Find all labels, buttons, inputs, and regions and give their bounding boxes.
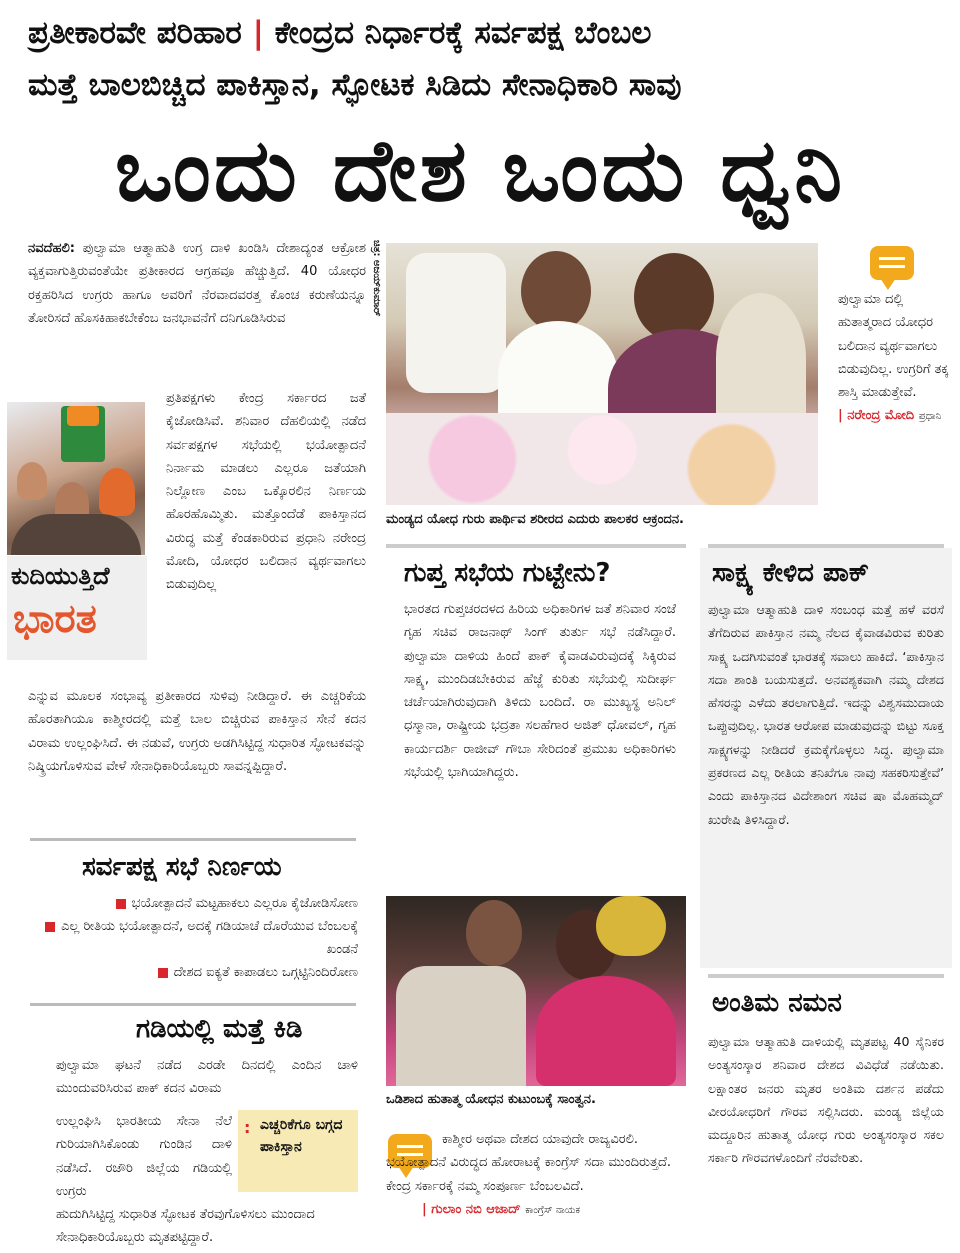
all-party-title: ಸರ್ವಪಕ್ಷ ಸಭೆ ನಿರ್ಣಯ bbox=[82, 852, 282, 882]
tribute-body-wrap bbox=[708, 1030, 944, 1170]
all-party-list bbox=[30, 892, 358, 984]
warning-text: ಎಚ್ಚರಿಕೆಗೂ ಬಗ್ಗದ ಪಾಕಿಸ್ತಾನ bbox=[260, 1117, 343, 1155]
kudiyuttide-badge bbox=[7, 556, 147, 660]
flag-saffron bbox=[67, 406, 99, 426]
badge-line-1: ಕುದಿಯುತ್ತಿದೆ bbox=[11, 562, 110, 590]
modi-name: ನರೇಂದ್ರ ಮೋದಿ bbox=[847, 408, 915, 424]
evidence-title: ಸಾಕ್ಷ್ಯ ಕೇಳಿದ ಪಾಕ್ bbox=[712, 558, 869, 588]
middle-photo-caption: ಒಡಿಶಾದ ಹುತಾತ್ಮ ಯೋಧನ ಕುಟುಂಬಕ್ಕೆ ಸಾಂತ್ವನ. bbox=[386, 1092, 596, 1107]
warning-marker: : bbox=[244, 1118, 251, 1137]
azad-quote-text: ಕಾಶ್ಮೀರ ಅಥವಾ ದೇಶದ ಯಾವುದೇ ರಾಜ್ಯವಿರಲಿ. ಭಯೋತ್ಪಾದನೆ ವಿರುದ್ಧದ ಹೋರಾಟಕ್ಕೆ ಕಾಂಗ್ರೆಸ್ ಸದಾ ಮುಂದಿರುತ್ತದೆ. ಕೇಂದ್ರ ಸರ್ಕಾರಕ್ಕೆ ನಮ್ಮ ಸಂಪೂರ್ಣ ಬೆಂಬಲವಿದೆ. bbox=[386, 1132, 672, 1194]
photo-credit: ಚಿತ್ರ: ಅಜಯ್‌ಕುಮಾರ್ bbox=[371, 240, 382, 317]
main-headline: ಒಂದು ದೇಶ ಒಂದು ಧ್ವನಿ bbox=[114, 121, 846, 221]
strap-headline-1 bbox=[28, 14, 948, 53]
border-title: ಗಡಿಯಲ್ಲಿ ಮತ್ತೆ ಕಿಡಿ bbox=[136, 1014, 303, 1044]
secret-meeting-title: ಗುಪ್ತ ಸಭೆಯ ಗುಟ್ಟೇನು? bbox=[404, 558, 611, 588]
bullet-icon bbox=[158, 968, 168, 978]
border-para-2-wrap bbox=[56, 1110, 232, 1203]
top-photo-caption: ಮಂಡ್ಯದ ಯೋಧ ಗುರು ಪಾರ್ಥಿವ ಶರೀರದ ಎದುರು ಪಾಲಕರ ಆಕ್ರಂದನ. bbox=[386, 512, 684, 527]
azad-role: ಕಾಂಗ್ರೆಸ್ ನಾಯಕ bbox=[525, 1204, 581, 1216]
father-head bbox=[521, 251, 591, 331]
tribute-body: ಪುಲ್ವಾಮಾ ಆತ್ಮಾಹುತಿ ದಾಳಿಯಲ್ಲಿ ಮೃತಪಟ್ಟ 40 ಸೈನಿಕರ ಅಂತ್ಯಸಂಸ್ಕಾರ ಶನಿವಾರ ದೇಶದ ವಿವಿಧೆಡೆ ನಡೆಯಿತು. ಲಕ್ಷಾಂತರ ಜನರು ಮೃತರ ಅಂತಿಮ ದರ್ಶನ ಪಡೆದು ವೀರಯೋಧರಿಗೆ ಗೌರವ ಸಲ್ಲಿಸಿದರು. ಮಂಡ್ಯ ಜಿಲ್ಲೆಯ ಮದ್ದೂರಿನ ಹುತಾತ್ಮ ಯೋಧ ಗುರು ಅಂತ್ಯಸಂಸ್ಕಾರ ಸಕಲ ಸರ್ಕಾರಿ ಗೌರವಗಳೊಂದಿಗೆ ನೆರವೇರಿತು. bbox=[708, 1034, 944, 1166]
woman-pink-saree bbox=[536, 976, 676, 1086]
lead-para-2: ಪ್ರತಿಪಕ್ಷಗಳು ಕೇಂದ್ರ ಸರ್ಕಾರದ ಜತೆ ಕೈಜೋಡಿಸಿವೆ. ಶನಿವಾರ ದೆಹಲಿಯಲ್ಲಿ ನಡೆದ ಸರ್ವಪಕ್ಷಗಳ ಸಭೆಯಲ್ಲಿ ಭಯೋತ್ಪಾದನೆ ನಿರ್ನಾಮ ಮಾಡಲು ಎಲ್ಲರೂ ಜತೆಯಾಗಿ ನಿಲ್ಲೋಣ ಎಂಬ ಒಕ್ಕೊರಲಿನ ನಿರ್ಣಯ ಹೊರಹೊಮ್ಮಿತು. ಮತ್ತೊಂದೆಡೆ ಪಾಕಿಸ್ತಾನದ ವಿರುದ್ಧ ಮತ್ತೆ ಕೆಂಡಕಾರಿರುವ ಪ್ರಧಾನಿ ನರೇಂದ್ರ ಮೋದಿ, ಯೋಧರ ಬಲಿದಾನ ವ್ಯರ್ಥವಾಗಲು ಬಿಡುವುದಿಲ್ಲ bbox=[166, 391, 366, 593]
man-white-shirt bbox=[396, 966, 526, 1086]
mother-head bbox=[634, 253, 714, 341]
lead-para-1: ಪುಲ್ವಾಮಾ ಆತ್ಮಾಹುತಿ ಉಗ್ರ ದಾಳಿ ಖಂಡಿಸಿ ದೇಶಾದ್ಯಂತ ಆಕ್ರೋಶ ವ್ಯಕ್ತವಾಗುತ್ತಿರುವಂತೆಯೇ ಪ್ರತೀಕಾರದ ಆಗ್ರಹವೂ ಹೆಚ್ಚುತ್ತಿದೆ. 40 ಯೋಧರ ರಕ್ತಹರಿಸಿದ ಉಗ್ರರು ಹಾಗೂ ಅವರಿಗೆ ನೆರವಾದವರತ್ತ ಕೊಂಚ ಕರುಣೆಯನ್ನೂ ತೋರಿಸದೆ ಹೊಸಕಿಹಾಕಬೇಕೆಂಬ ಜನಭಾವನೆಗೆ ದನಿಗೂಡಿಸಿರುವ bbox=[28, 241, 367, 326]
strap-separator: | bbox=[252, 15, 264, 51]
border-para-3: ಹುದುಗಿಸಿಟ್ಟಿದ್ದ ಸುಧಾರಿತ ಸ್ಫೋಟಕ ತೆರವುಗೊಳಿಸಲು ಮುಂದಾದ ಸೇನಾಧಿಕಾರಿಯೊಬ್ಬರು ಮೃತಪಟ್ಟಿದ್ದಾರೆ. bbox=[56, 1207, 315, 1246]
secret-meeting-body: ಭಾರತದ ಗುಪ್ತಚರದಳದ ಹಿರಿಯ ಅಧಿಕಾರಿಗಳ ಜತೆ ಶನಿವಾರ ಸಂಜೆ ಗೃಹ ಸಚಿವ ರಾಜನಾಥ್ ಸಿಂಗ್ ತುರ್ತು ಸಭೆ ನಡೆಸಿದ್ದಾರೆ. ಪುಲ್ವಾಮಾ ದಾಳಿಯ ಹಿಂದೆ ಪಾಕ್ ಕೈವಾಡವಿರುವುದಕ್ಕೆ ಸಿಕ್ಕಿರುವ ಸಾಕ್ಷ್ಯ, ಮುಂದಿಡಬೇಕಿರುವ ಹೆಜ್ಜೆ ಕುರಿತು ಸಭೆಯಲ್ಲಿ ಸುದೀರ್ಘ ಚರ್ಚೆಯಾಗಿರುವುದಾಗಿ ತಿಳಿದು ಬಂದಿದೆ. ರಾ ಮುಖ್ಯಸ್ಥ ಅನಿಲ್ ಧಸ್ಮಾನಾ, ರಾಷ್ಟ್ರೀಯ ಭದ್ರತಾ ಸಲಹೆಗಾರ ಅಜಿತ್ ಧೋವಲ್, ಗೃಹ ಕಾರ್ಯದರ್ಶಿ ರಾಜೀವ್ ಗೌಬಾ ಸೇರಿದಂತೆ ಪ್ರಮುಖ ಅಧಿಕಾರಿಗಳು ಸಭೆಯಲ್ಲಿ ಭಾಗಿಯಾಗಿದ್ದರು. bbox=[404, 602, 676, 781]
protest-photo bbox=[7, 402, 145, 555]
lead-para-3: ಎನ್ನುವ ಮೂಲಕ ಸಂಭಾವ್ಯ ಪ್ರತೀಕಾರದ ಸುಳಿವು ನೀಡಿದ್ದಾರೆ. ಈ ಎಚ್ಚರಿಕೆಯ ಹೊರತಾಗಿಯೂ ಕಾಶ್ಮೀರದಲ್ಲಿ ಮತ್ತೆ ಬಾಲ ಬಿಚ್ಚಿರುವ ಪಾಕಿಸ್ತಾನ ಸೇನೆ ಕದನ ವಿರಾಮ ಉಲ್ಲಂಘಿಸಿದೆ. ಈ ನಡುವೆ, ಉಗ್ರರು ಅಡಗಿಸಿಟ್ಟಿದ್ದ ಸುಧಾರಿತ ಸ್ಫೋಟಕವನ್ನು ನಿಷ್ಕ್ರಿಯಗೊಳಿಸುವ ವೇಳೆ ಸೇನಾಧಿಕಾರಿಯೊಬ್ಬರು ಸಾವನ್ನಪ್ಪಿದ್ದಾರೆ. bbox=[28, 689, 366, 774]
condolence-photo bbox=[386, 896, 686, 1086]
azad-quote bbox=[386, 1128, 686, 1222]
evidence-body-wrap bbox=[708, 598, 944, 831]
lead-story-bottom bbox=[28, 685, 366, 778]
border-para-1-wrap bbox=[56, 1054, 358, 1101]
modi-quote-text: ಪುಲ್ವಾಮಾ ದಲ್ಲಿ ಹುತಾತ್ಮರಾದ ಯೋಧರ ಬಲಿದಾನ ವ್ಯರ್ಥವಾಗಲು ಬಿಡುವುದಿಲ್ಲ. ಉಗ್ರರಿಗೆ ತಕ್ಕ ಶಾಸ್ತಿ ಮಾಡುತ್ತೇವೆ. bbox=[838, 292, 949, 401]
tribute-title: ಅಂತಿಮ ನಮನ bbox=[712, 988, 842, 1018]
resolution-item-2: ಎಲ್ಲ ರೀತಿಯ ಭಯೋತ್ಪಾದನೆ, ಅದಕ್ಕೆ ಗಡಿಯಾಚೆ ದೊರೆಯುವ ಬೆಂಬಲಕ್ಕೆ ಖಂಡನೆ bbox=[30, 915, 358, 961]
border-para-2: ಉಲ್ಲಂಘಿಸಿ ಭಾರತೀಯ ಸೇನಾ ನೆಲೆ ಗುರಿಯಾಗಿಸಿಕೊಂಡು ಗುಂಡಿನ ದಾಳಿ ನಡೆಸಿದೆ. ರಜೌರಿ ಜಿಲ್ಲೆಯ ಗಡಿಯಲ್ಲಿ ಉಗ್ರರು bbox=[56, 1114, 232, 1199]
dateline: ನವದೆಹಲಿ: bbox=[28, 241, 75, 256]
border-para-3-wrap bbox=[56, 1203, 358, 1250]
strap-left: ಪ್ರತೀಕಾರವೇ ಪರಿಹಾರ bbox=[28, 15, 242, 51]
bullet-icon bbox=[116, 899, 126, 909]
border-para-1: ಪುಲ್ವಾಮಾ ಘಟನೆ ನಡೆದ ಎರಡೇ ದಿನದಲ್ಲಿ ಎಂದಿನ ಚಾಳಿ ಮುಂದುವರಿಸಿರುವ ಪಾಕ್ ಕದನ ವಿರಾಮ bbox=[56, 1058, 358, 1097]
quote-icon bbox=[870, 246, 914, 280]
lead-story-top bbox=[28, 237, 366, 330]
azad-name: ಗುಲಾಂ ನಬಿ ಆಜಾದ್ bbox=[431, 1201, 521, 1217]
evidence-body: ಪುಲ್ವಾಮಾ ಆತ್ಮಾಹುತಿ ದಾಳಿ ಸಂಬಂಧ ಮತ್ತೆ ಹಳೆ ವರಸೆ ತೆಗೆದಿರುವ ಪಾಕಿಸ್ತಾನ ನಮ್ಮ ನೆಲದ ಕೈವಾಡವಿರುವ ಕುರಿತು ಸಾಕ್ಷ್ಯ ಒದಗಿಸುವಂತೆ ಭಾರತಕ್ಕೆ ಸವಾಲು ಹಾಕಿದೆ. ‘ಪಾಕಿಸ್ತಾನ ಸದಾ ಶಾಂತಿ ಬಯಸುತ್ತದೆ. ಅನವಶ್ಯಕವಾಗಿ ನಮ್ಮ ದೇಶದ ಹೆಸರನ್ನು ಎಳೆದು ತರಲಾಗುತ್ತಿದೆ. ಇದನ್ನು ವಿಶ್ವಸಮುದಾಯ ಒಪ್ಪುವುದಿಲ್ಲ. ಭಾರತ ಆರೋಪ ಮಾಡುವುದನ್ನು ಬಿಟ್ಟು ಸೂಕ್ತ ಸಾಕ್ಷ್ಯಗಳನ್ನು ನೀಡಿದರೆ ಕ್ರಮಕ್ಕೆಗೊಳ್ಳಲು ಸಿದ್ಧ. ಪುಲ್ವಾಮಾ ಪ್ರಕರಣದ ಎಲ್ಲ ರೀತಿಯ ತನಿಖೆಗೂ ನಾವು ಸಹಕರಿಸುತ್ತೇವೆ’ ಎಂದು ಪಾಕಿಸ್ತಾನದ ವಿದೇಶಾಂಗ ಸಚಿವ ಷಾ ಮೊಹಮ್ಮದ್ ಖುರೇಷಿ ತಿಳಿಸಿದ್ದಾರೆ. bbox=[708, 602, 944, 827]
funeral-photo bbox=[386, 243, 818, 505]
modi-bar: | bbox=[838, 408, 843, 424]
flowers bbox=[386, 413, 818, 505]
lead-story-narrow bbox=[166, 387, 366, 597]
resolution-item-3: ದೇಶದ ಐಕ್ಯತೆ ಕಾಪಾಡಲು ಒಗ್ಗಟ್ಟಿನಿಂದಿರೋಣ bbox=[30, 961, 358, 984]
azad-bar: | bbox=[422, 1201, 427, 1217]
resolution-item-1: ಭಯೋತ್ಪಾದನೆ ಮಟ್ಟಹಾಕಲು ಎಲ್ಲರೂ ಕೈಜೋಡಿಸೋಣ bbox=[30, 892, 358, 915]
modi-role: ಪ್ರಧಾನಿ bbox=[918, 411, 942, 423]
strap-headline-2: ಮತ್ತೆ ಬಾಲಬಿಚ್ಚಿದ ಪಾಕಿಸ್ತಾನ, ಸ್ಫೋಟಕ ಸಿಡಿದು ಸೇನಾಧಿಕಾರಿ ಸಾವು bbox=[28, 67, 682, 103]
strap-right: ಕೇಂದ್ರದ ನಿರ್ಧಾರಕ್ಕೆ ಸರ್ವಪಕ್ಷ ಬೆಂಬಲ bbox=[274, 15, 652, 51]
bullet-icon bbox=[45, 922, 55, 932]
warning-box bbox=[238, 1110, 358, 1192]
secret-meeting-body-wrap bbox=[404, 598, 676, 784]
badge-line-2: ಭಾರತ bbox=[13, 596, 97, 642]
modi-quote bbox=[838, 288, 952, 428]
